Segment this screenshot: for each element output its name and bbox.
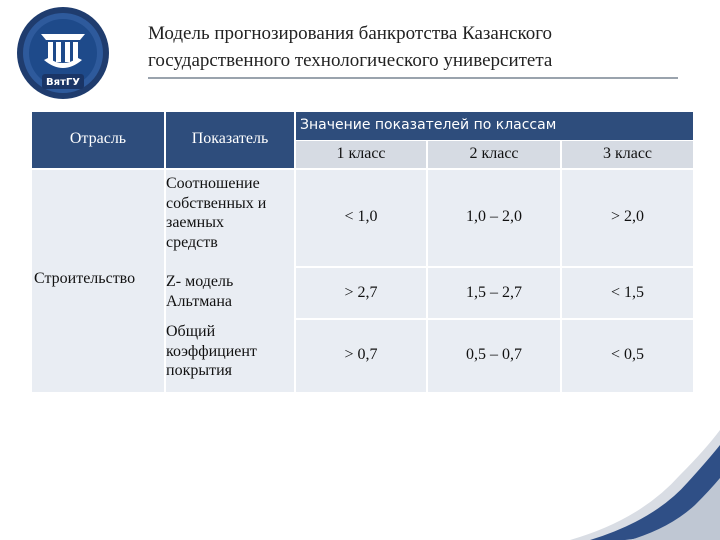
header-values-group: [296, 112, 693, 140]
decorative-ribbon: [570, 420, 720, 540]
value-r2-c1: > 2,7: [344, 284, 378, 301]
logo-emblem-icon: [14, 4, 112, 102]
svg-text:ВятГУ: ВятГУ: [46, 77, 80, 88]
title-line-1: Модель прогнозирования банкротства Казанского: [148, 23, 553, 44]
value-r2-c2: 1,5 – 2,7: [466, 284, 522, 301]
value-r2-c3: < 1,5: [610, 284, 645, 301]
header-industry-label: Отрасль: [69, 130, 127, 147]
indicator-row-1: Соотношение собственных и заемных средств: [166, 175, 267, 251]
value-r3-c3: < 0,5: [610, 346, 645, 363]
header-indicator-label: Показатель: [191, 130, 269, 147]
header-values-group-label: Значение показателей по классам: [300, 117, 557, 133]
value-r1-c3: > 2,0: [610, 208, 645, 225]
university-logo: [14, 4, 112, 102]
industry-value: Строительство: [34, 270, 136, 287]
value-r3-c1: > 0,7: [344, 346, 378, 363]
class-2-header: 2 класс: [469, 145, 519, 162]
indicator-row-2: Z- модель Альтмана: [166, 273, 234, 310]
indicator-row-3: Общий коэффициент покрытия: [166, 323, 257, 380]
class-1-header: 1 класс: [336, 145, 386, 162]
class-3-header: 3 класс: [602, 145, 653, 162]
value-r1-c2: 1,0 – 2,0: [466, 208, 522, 225]
value-r3-c2: 0,5 – 0,7: [466, 346, 522, 363]
title-underline: [148, 77, 678, 79]
value-r1-c1: < 1,0: [344, 208, 378, 225]
title-line-2: государственного технологического университета: [148, 50, 553, 71]
slide-title: [148, 20, 688, 74]
